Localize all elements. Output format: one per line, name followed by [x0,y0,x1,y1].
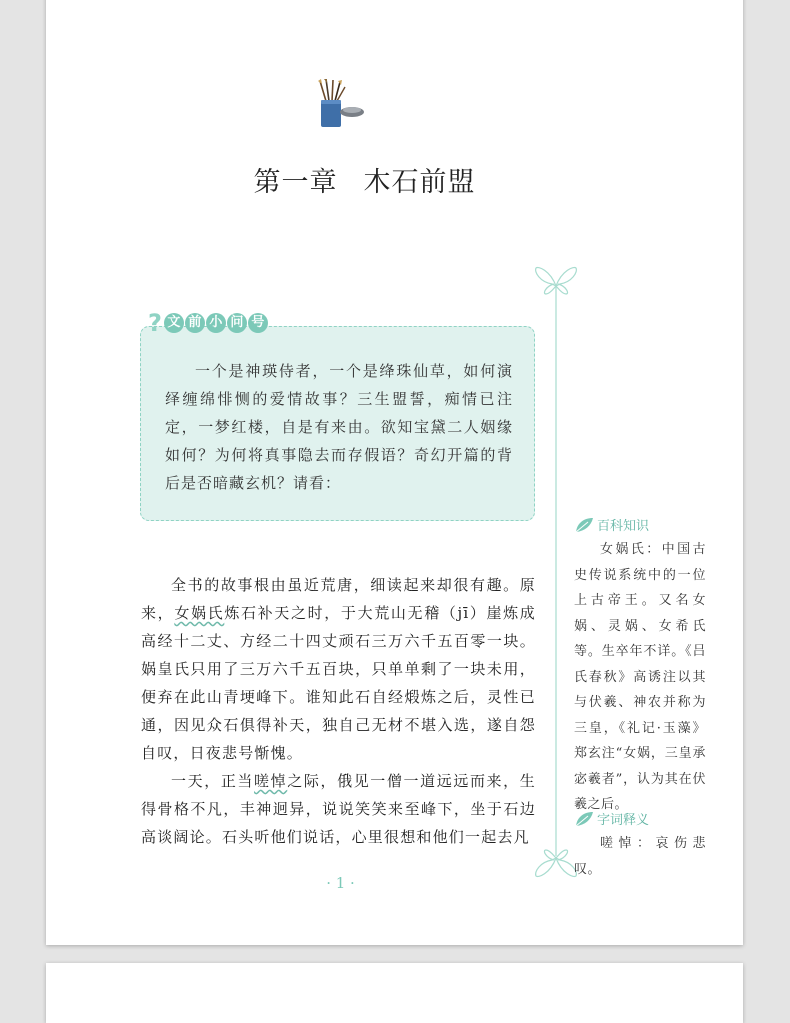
paragraph: 全书的故事根由虽近荒唐，细读起来却很有趣。原来，女娲氏炼石补天之时，于大荒山无稽（jī）崖炼成高经十二丈、方经二十四丈顽石三万六千五百零一块。娲皇氏只用了三万六千五百块，只单单剩了一块未用，便弃在此山青埂峰下。谁知此石自经煅炼之后，灵性已通，因见众石俱得补天，独自己无材不堪入选，遂自怨自叹，日夜悲号惭愧。 [141,576,537,762]
term-nuwa: 女娲氏 [174,604,225,622]
preface-heading-char: 小 [206,313,226,333]
encyclopedia-text: 女娲氏：中国古史传说系统中的一位上古帝王。又名女娲、灵娲、女希氏等。生卒年不详。《吕氏春秋》高诱注以其与伏羲、神农并称为三皇，《礼记·玉藻》郑玄注“女娲，三皇承宓羲者”，认为其在伏羲之后。 [574,542,706,812]
leaf-icon [574,517,594,533]
glossary-text: 嗟悼：哀伤悲叹。 [574,836,706,877]
chapter-title [46,160,743,199]
butterfly-icon [532,264,580,884]
chapter-name: 木石前盟 [363,167,476,198]
preface-heading-char: 问 [227,313,247,333]
preface-heading-char: 文 [164,313,184,333]
question-mark-icon: ? [148,309,162,337]
preface-heading [148,311,269,335]
leaf-icon [574,811,594,827]
next-page [46,963,743,1023]
preface-heading-char: 号 [248,313,268,333]
glossary-heading: 字词释义 [574,809,649,828]
preface-box [140,326,535,521]
page-number: · 1 · [326,874,355,892]
book-page [46,0,743,945]
preface-heading-char: 前 [185,313,205,333]
chapter-number: 第一章 [253,167,338,198]
body-text [141,571,536,851]
brush-pot-icon [314,79,366,129]
preface-text: 一个是神瑛侍者，一个是绛珠仙草，如何演绎缠绵悱恻的爱情故事？三生盟誓，痴情已注定，一梦红楼，自是有来由。欲知宝黛二人姻缘如何？为何将真事隐去而存假语？奇幻开篇的背后是否暗藏玄机？请看： [165,362,513,492]
paragraph: 一天，正当嗟悼之际，俄见一僧一道远远而来，生得骨格不凡，丰神迥异，说说笑笑来至峰下，坐于石边高谈阔论。石头听他们说话，心里很想和他们一起去凡 [141,772,536,846]
encyclopedia-heading: 百科知识 [574,515,649,534]
term-jiedao: 嗟悼 [254,772,288,790]
